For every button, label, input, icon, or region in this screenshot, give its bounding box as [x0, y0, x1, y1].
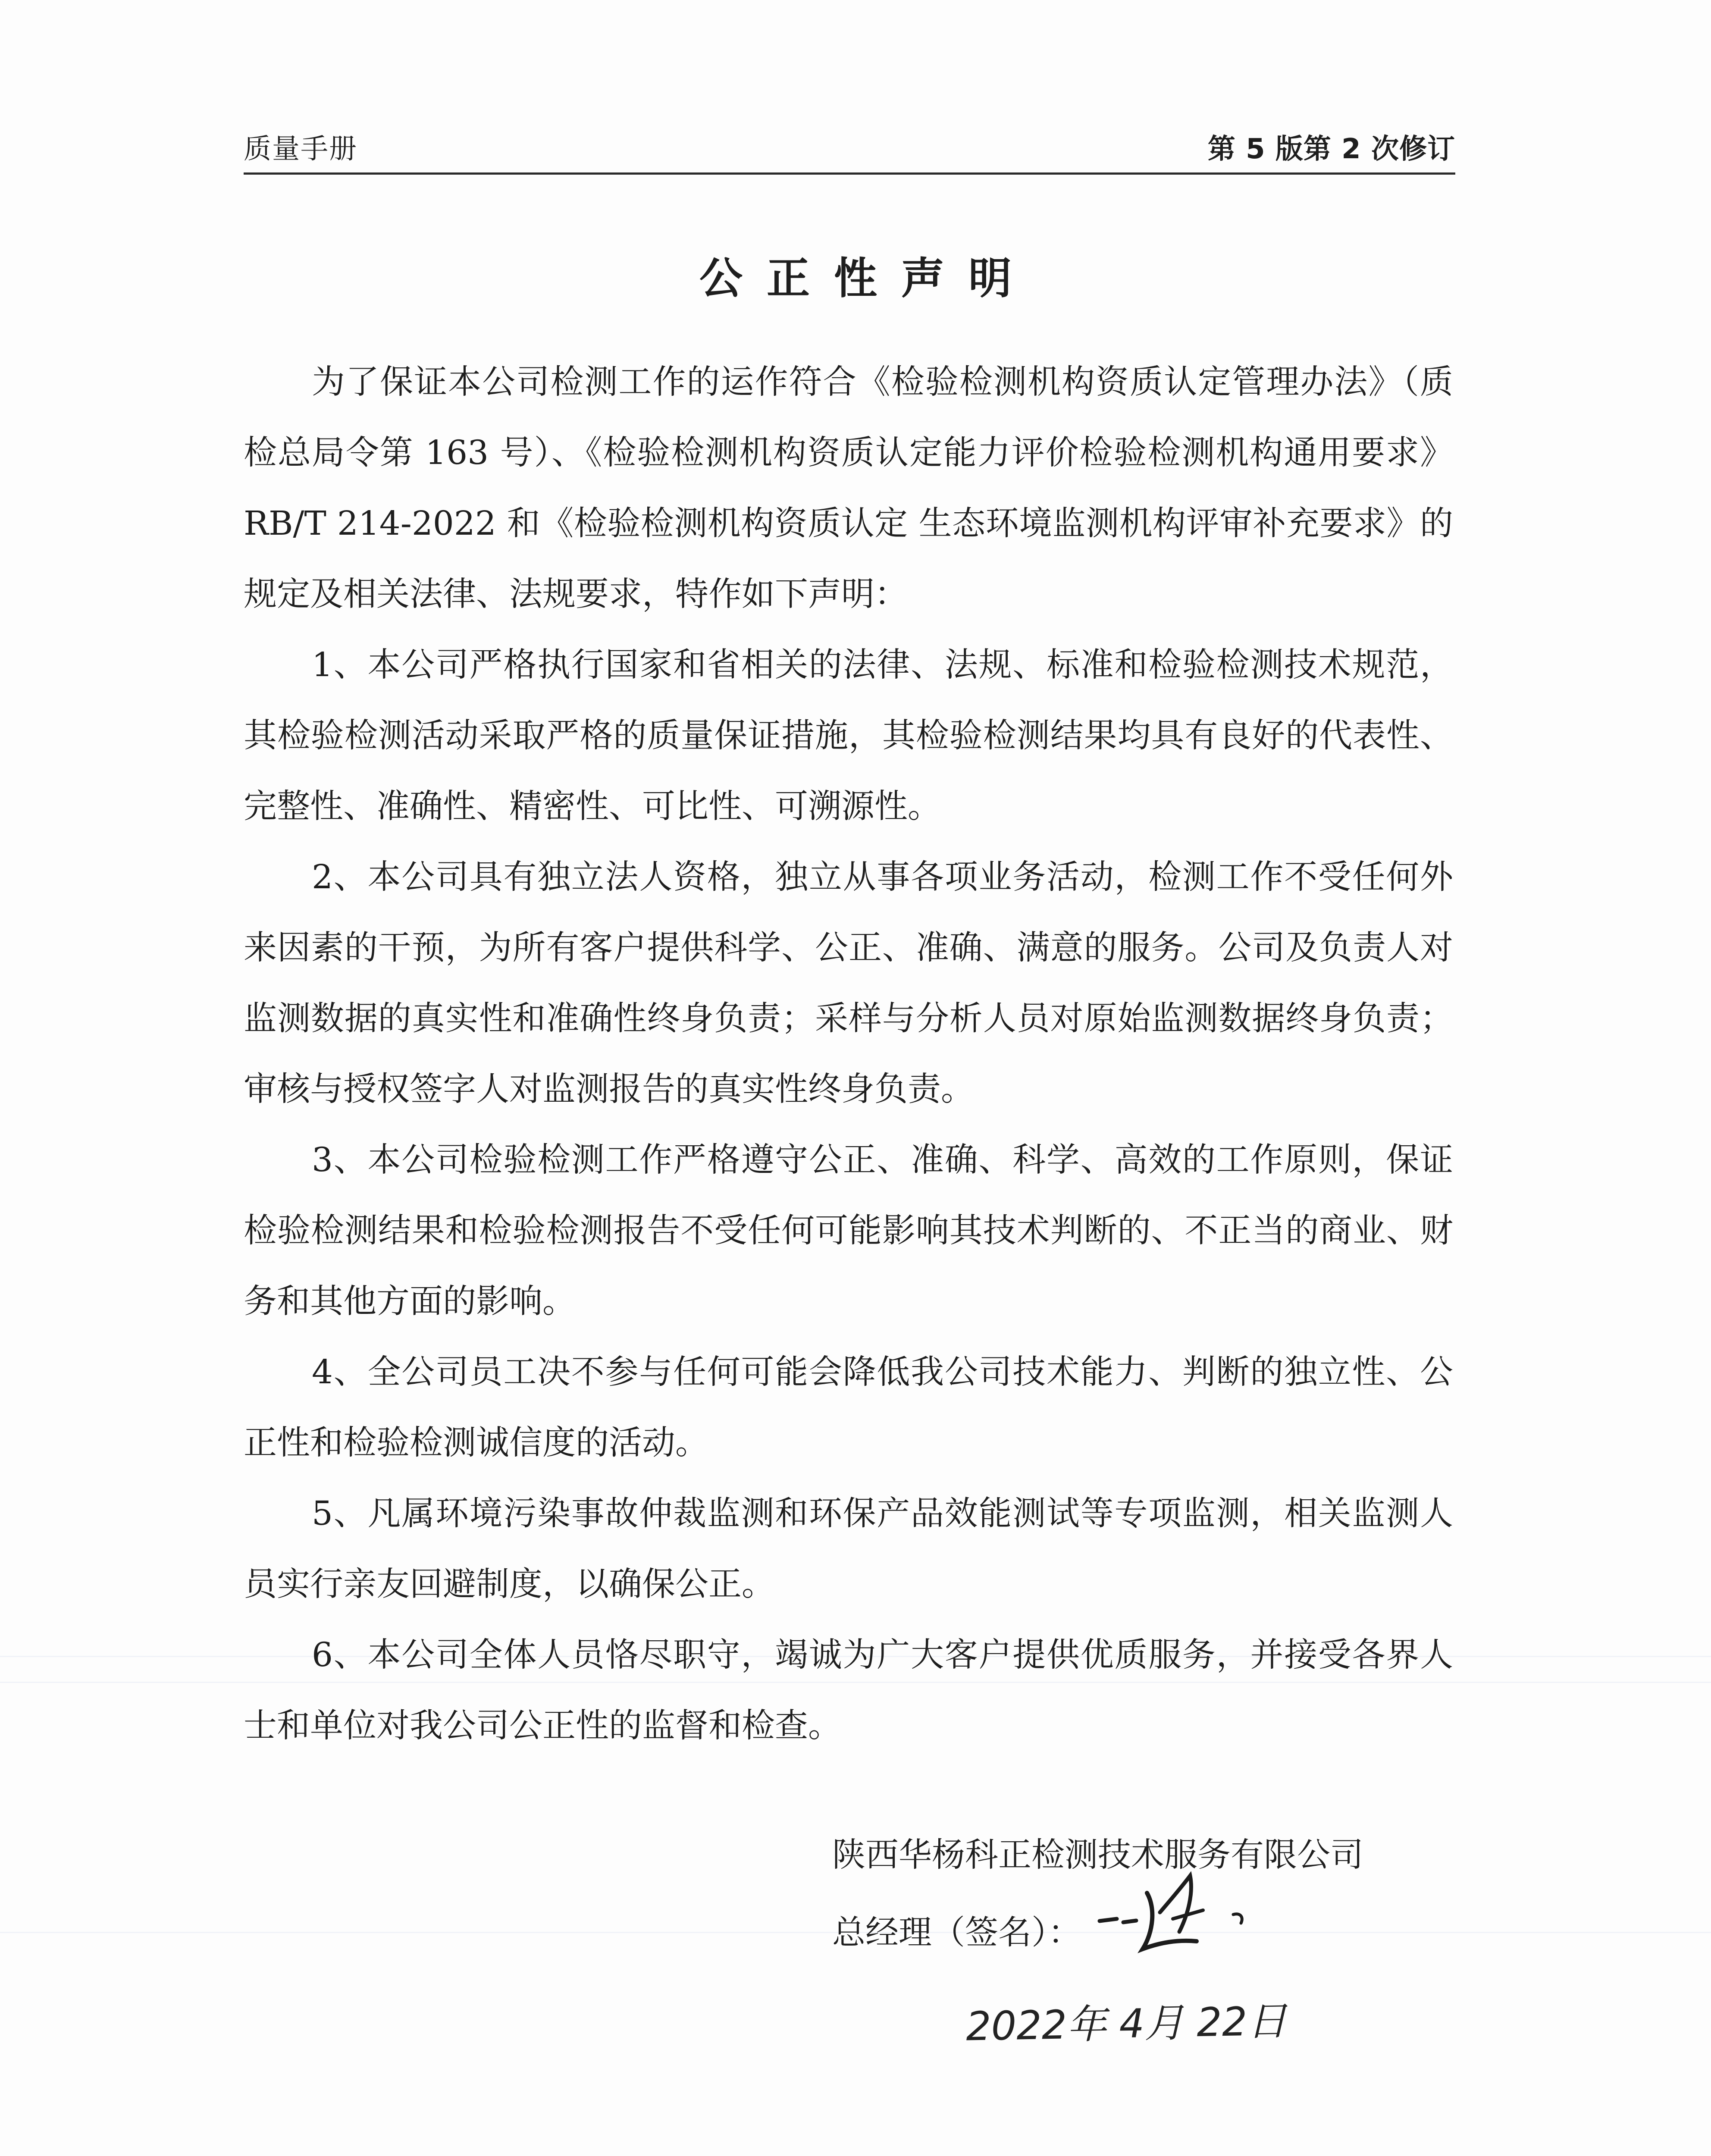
- page-header: [244, 125, 1455, 172]
- revision-label: 第 5 版第 2 次修订: [1207, 133, 1455, 165]
- handwritten-signature: [1091, 1867, 1272, 1966]
- statement-item-6: 6、本公司全体人员恪尽职守，竭诚为广大客户提供优质服务，并接受各界人士和单位对我公司公正性的监督和检查。: [244, 1636, 1453, 1745]
- company-name: 陕西华杨科正检测技术服务有限公司: [832, 1836, 1363, 1874]
- statement-body: [244, 347, 1453, 1761]
- statement-item-4: 4、全公司员工决不参与任何可能会降低我公司技术能力、判断的独立性、公正性和检验检测诚信度的活动。: [244, 1353, 1453, 1462]
- statement-item-5: 5、凡属环境污染事故仲裁监测和环保产品效能测试等专项监测，相关监测人员实行亲友回避制度，以确保公正。: [244, 1495, 1453, 1604]
- signer-label: 总经理（签名）：: [832, 1914, 1081, 1952]
- manual-name: 质量手册: [244, 133, 357, 165]
- header-divider: [244, 172, 1455, 175]
- handwritten-date: 2022年 4月 22日: [965, 1998, 1288, 2050]
- intro-paragraph: 为了保证本公司检测工作的运作符合《检验检测机构资质认定管理办法》（质检总局令第 163 号）、《检验检测机构资质认定能力评价检验检测机构通用要求》RB/T 214-2022 和《检验检测机构资质认定 生态环境监测机构评审补充要求》的规定及相关法律、法规要求，特作如下声明：: [244, 363, 1453, 614]
- statement-item-2: 2、本公司具有独立法人资格，独立从事各项业务活动，检测工作不受任何外来因素的干预，为所有客户提供科学、公正、准确、满意的服务。公司及负责人对监测数据的真实性和准确性终身负责；采样与分析人员对原始监测数据终身负责；审核与授权签字人对监测报告的真实性终身负责。: [244, 858, 1453, 1109]
- page-title: 公正性声明: [699, 253, 1036, 304]
- statement-item-3: 3、本公司检验检测工作严格遵守公正、准确、科学、高效的工作原则，保证检验检测结果和检验检测报告不受任何可能影响其技术判断的、不正当的商业、财务和其他方面的影响。: [244, 1141, 1453, 1321]
- statement-item-1: 1、本公司严格执行国家和省相关的法律、法规、标准和检验检测技术规范，其检验检测活动采取严格的质量保证措施，其检验检测结果均具有良好的代表性、完整性、准确性、精密性、可比性、可溯源性。: [244, 646, 1453, 826]
